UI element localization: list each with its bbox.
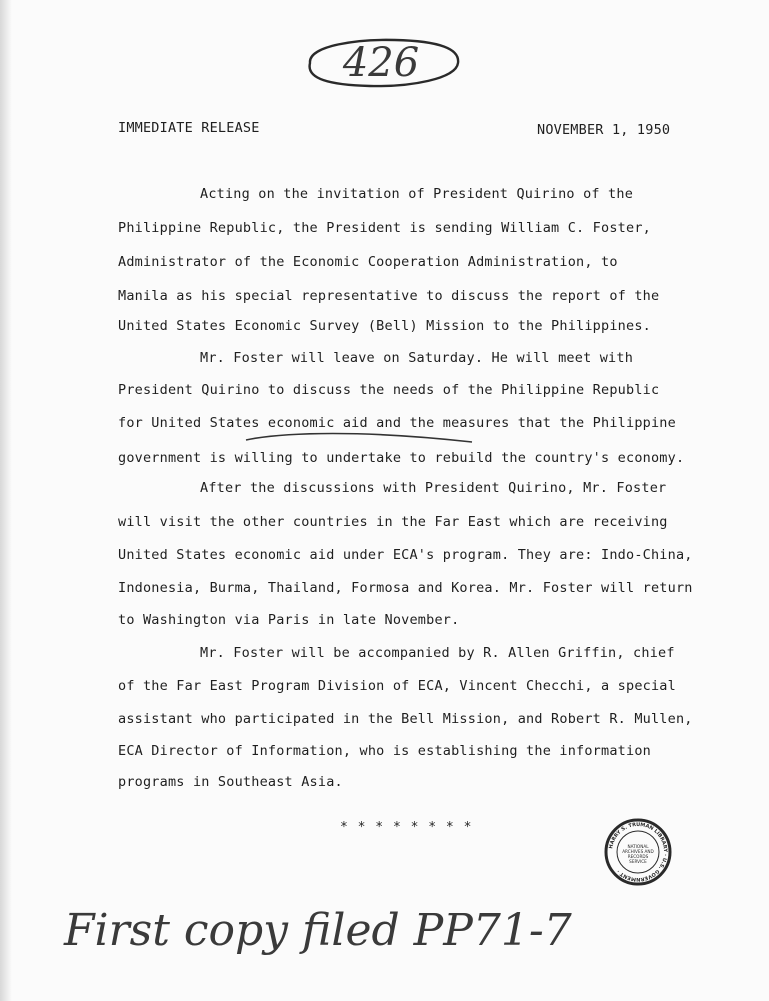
body-line: ECA Director of Information, who is establishing the information xyxy=(118,743,651,759)
body-line: Mr. Foster will leave on Saturday. He will meet with xyxy=(200,350,634,366)
body-line: assistant who participated in the Bell Mission, and Robert R. Mullen, xyxy=(118,711,693,727)
body-line: United States Economic Survey (Bell) Mission to the Philippines. xyxy=(118,318,651,334)
svg-text:RECORDS: RECORDS xyxy=(627,854,649,859)
svg-text:ARCHIVES AND: ARCHIVES AND xyxy=(622,849,654,854)
handwritten-filing-note: First copy filed PP71-7 xyxy=(64,905,572,956)
body-line: Indonesia, Burma, Thailand, Formosa and Korea. Mr. Foster will return xyxy=(118,580,693,596)
release-label: IMMEDIATE RELEASE xyxy=(118,120,260,136)
body-line: will visit the other countries in the Far East which are receiving xyxy=(118,514,668,530)
body-line: United States economic aid under ECA's program. They are: Indo-China, xyxy=(118,547,693,563)
svg-text:NATIONAL: NATIONAL xyxy=(627,844,649,849)
end-of-release-mark: * * * * * * * * xyxy=(340,820,473,835)
body-line: Acting on the invitation of President Quirino of the xyxy=(200,186,634,202)
svg-text:HARRY S. TRUMAN LIBRARY · U.S.: HARRY S. TRUMAN LIBRARY · U.S. GOVERNMENT · xyxy=(608,821,669,883)
body-line: for United States economic aid and the measures that the Philippine xyxy=(118,415,676,431)
body-line: Philippine Republic, the President is sending William C. Foster, xyxy=(118,220,651,236)
body-line: Mr. Foster will be accompanied by R. Allen Griffin, chief xyxy=(200,645,675,661)
body-line: programs in Southeast Asia. xyxy=(118,774,343,790)
body-line: government is willing to undertake to rebuild the country's economy. xyxy=(118,450,685,466)
svg-text:SERVICE: SERVICE xyxy=(629,859,647,864)
archive-stamp xyxy=(604,818,672,886)
body-line: Administrator of the Economic Cooperation Administration, to xyxy=(118,254,618,270)
handwritten-underline xyxy=(244,428,476,446)
body-line: After the discussions with President Quirino, Mr. Foster xyxy=(200,480,667,496)
release-date: NOVEMBER 1, 1950 xyxy=(537,122,671,138)
page-number: 426 xyxy=(342,39,420,86)
body-line: President Quirino to discuss the needs of the Philippine Republic xyxy=(118,382,660,398)
body-line: Manila as his special representative to discuss the report of the xyxy=(118,288,660,304)
body-line: to Washington via Paris in late November. xyxy=(118,612,460,628)
body-line: of the Far East Program Division of ECA, Vincent Checchi, a special xyxy=(118,678,676,694)
